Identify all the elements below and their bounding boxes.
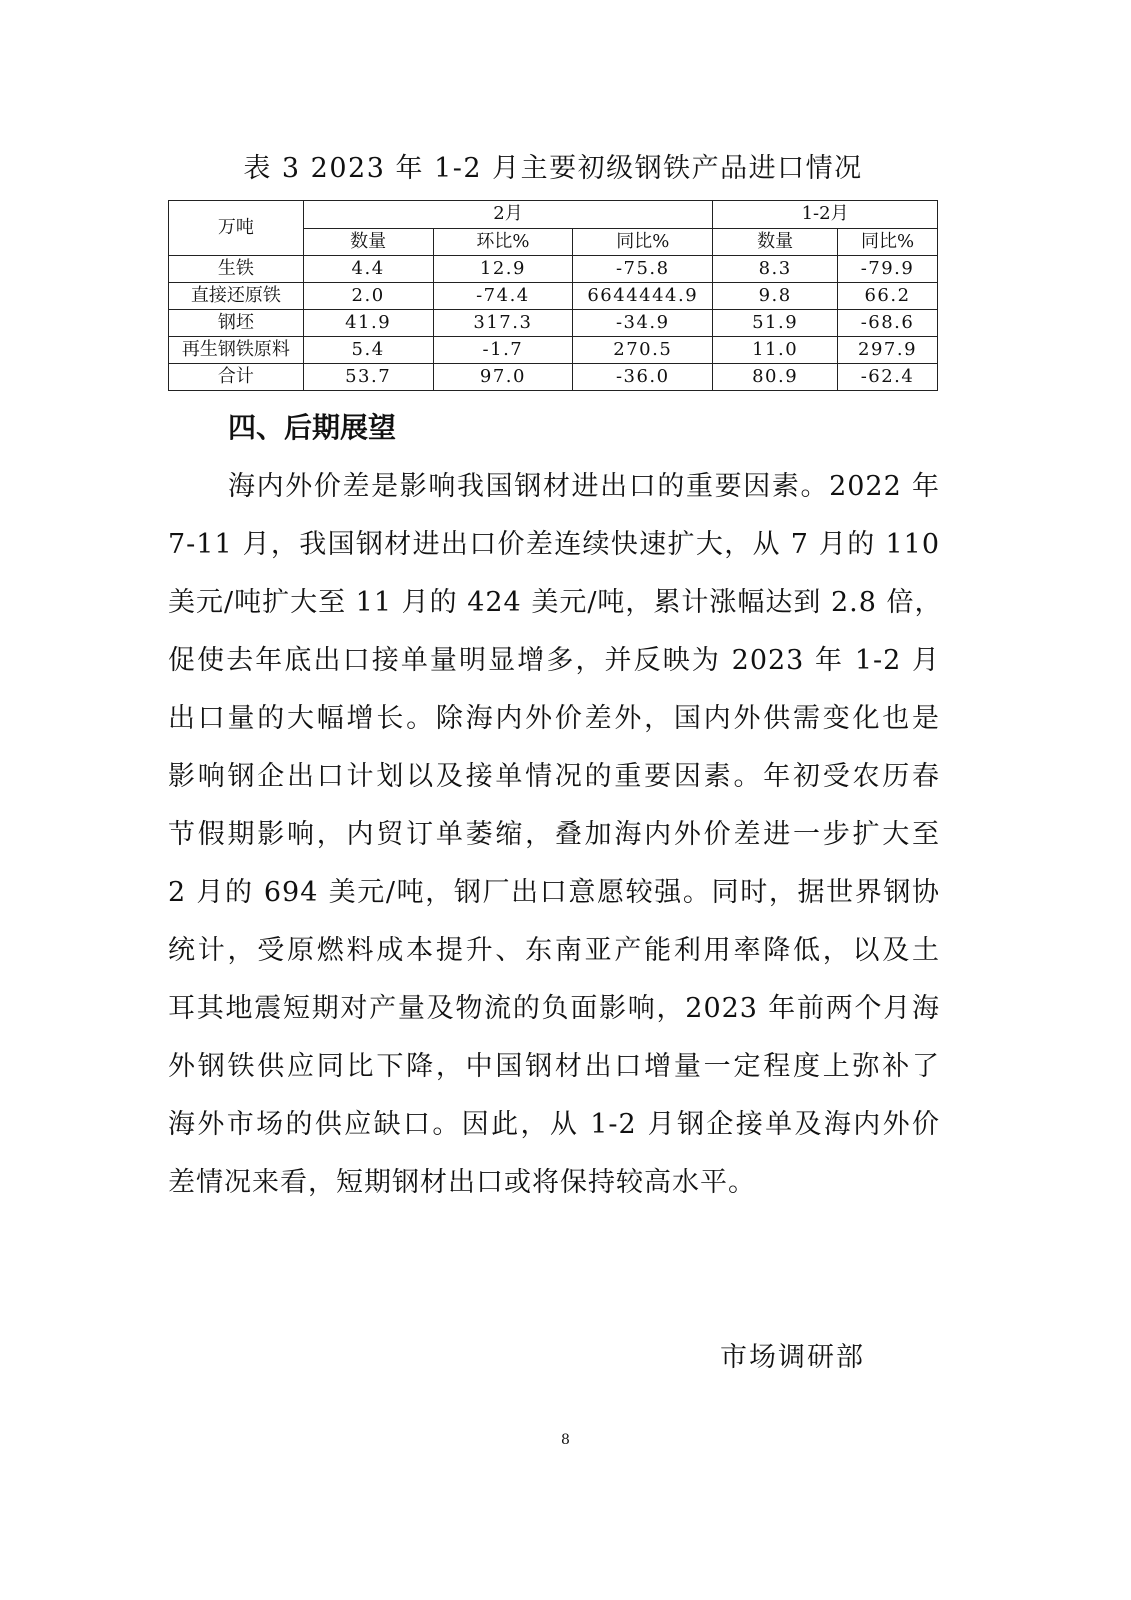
table-cell: 9.8 (713, 283, 838, 310)
section-heading: 四、后期展望 (228, 411, 397, 444)
jan-feb-group-header: 1-2月 (713, 201, 938, 229)
table-cell: 53.7 (303, 364, 433, 391)
column-header: 数量 (303, 228, 433, 256)
table-cell: 97.0 (433, 364, 573, 391)
table-cell: 66.2 (838, 283, 938, 310)
table-cell: 6644444.9 (573, 283, 713, 310)
body-paragraph (168, 458, 943, 1212)
table-cell: -68.6 (838, 310, 938, 337)
table-row (169, 283, 938, 310)
paragraph-line: 2 月的 694 美元/吨，钢厂出口意愿较强。同时，据世界钢协 (168, 877, 940, 908)
row-label: 再生钢铁原料 (169, 337, 304, 364)
table-cell: -1.7 (433, 337, 573, 364)
table-cell: 80.9 (713, 364, 838, 391)
column-header: 数量 (713, 228, 838, 256)
paragraph-line: 美元/吨扩大至 11 月的 424 美元/吨，累计涨幅达到 2.8 倍， (168, 587, 943, 618)
paragraph-line: 耳其地震短期对产量及物流的负面影响，2023 年前两个月海 (168, 993, 940, 1024)
department-signature: 市场调研部 (720, 1342, 865, 1373)
page-number: 8 (561, 1432, 570, 1448)
paragraph-line: 差情况来看，短期钢材出口或将保持较高水平。 (168, 1167, 756, 1198)
table-cell: 317.3 (433, 310, 573, 337)
table-cell: 8.3 (713, 256, 838, 283)
feb-group-header: 2月 (303, 201, 713, 229)
table-cell: -34.9 (573, 310, 713, 337)
table-row (169, 310, 938, 337)
table-cell: -79.9 (838, 256, 938, 283)
table-row-total (169, 364, 938, 391)
table-cell: 2.0 (303, 283, 433, 310)
paragraph-line: 节假期影响，内贸订单萎缩，叠加海内外价差进一步扩大至 (168, 819, 940, 850)
table-cell: -62.4 (838, 364, 938, 391)
table-cell: 5.4 (303, 337, 433, 364)
table-cell: 11.0 (713, 337, 838, 364)
column-header: 同比% (573, 228, 713, 256)
column-header: 环比% (433, 228, 573, 256)
row-label: 钢坯 (169, 310, 304, 337)
paragraph-line: 海内外价差是影响我国钢材进出口的重要因素。2022 年 (228, 471, 940, 502)
table-cell: -75.8 (573, 256, 713, 283)
column-header: 同比% (838, 228, 938, 256)
row-label: 直接还原铁 (169, 283, 304, 310)
paragraph-line: 影响钢企出口计划以及接单情况的重要因素。年初受农历春 (168, 761, 940, 792)
table-cell: -36.0 (573, 364, 713, 391)
table-header-row-1 (169, 201, 938, 229)
paragraph-line: 出口量的大幅增长。除海内外价差外，国内外供需变化也是 (168, 703, 940, 734)
import-table (168, 200, 938, 391)
row-label: 生铁 (169, 256, 304, 283)
table-cell: 51.9 (713, 310, 838, 337)
table-cell: 12.9 (433, 256, 573, 283)
paragraph-line: 外钢铁供应同比下降，中国钢材出口增量一定程度上弥补了 (168, 1051, 940, 1082)
table-cell: 4.4 (303, 256, 433, 283)
paragraph-line: 海外市场的供应缺口。因此，从 1-2 月钢企接单及海内外价 (168, 1109, 940, 1140)
paragraph-line: 7-11 月，我国钢材进出口价差连续快速扩大，从 7 月的 110 (168, 529, 940, 560)
table-cell: 270.5 (573, 337, 713, 364)
table-cell: -74.4 (433, 283, 573, 310)
row-label: 合计 (169, 364, 304, 391)
table-title: 表 3 2023 年 1-2 月主要初级钢铁产品进口情况 (243, 153, 863, 184)
paragraph-line: 统计，受原燃料成本提升、东南亚产能利用率降低，以及土 (168, 935, 940, 966)
paragraph-line: 促使去年底出口接单量明显增多，并反映为 2023 年 1-2 月 (168, 645, 940, 676)
table-row (169, 256, 938, 283)
unit-header: 万吨 (169, 201, 304, 256)
table-cell: 41.9 (303, 310, 433, 337)
table-cell: 297.9 (838, 337, 938, 364)
table-row (169, 337, 938, 364)
